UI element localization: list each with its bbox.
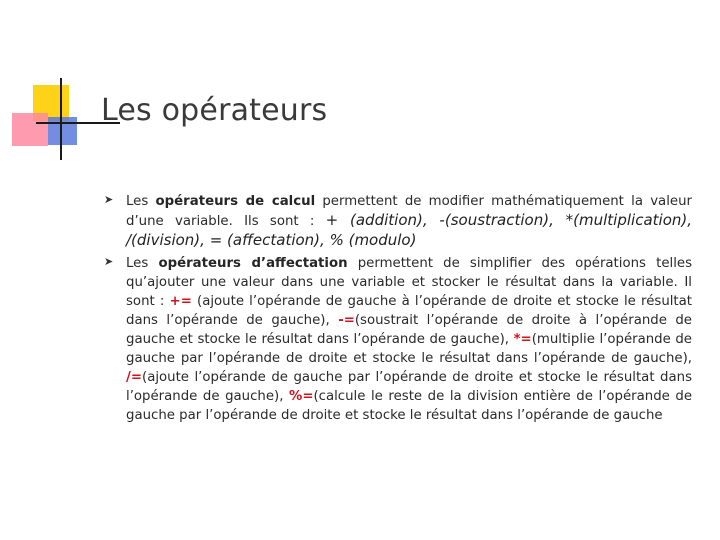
bold-term: opérateurs d’affectation bbox=[158, 256, 348, 271]
text-segment: (ajoute l’opérande de gauche à l’opérande de droite et stocke le résultat dans l’opérande de gauche), bbox=[126, 294, 693, 328]
text-segment: Les bbox=[126, 194, 156, 209]
operators-list: + (addition), -(soustraction), *(multiplication), /(division), = (affectation), % (modulo) bbox=[126, 211, 692, 249]
operator-modulo-equal: %= bbox=[289, 389, 314, 404]
operator-divide-equal: /= bbox=[126, 370, 142, 385]
bullet-text bbox=[126, 192, 692, 251]
text-segment: (soustrait l’opérande de droite à l’opérande de gauche et stocke le résultat dans l’opérande de gauche), bbox=[126, 313, 692, 347]
text-segment: permettent de simplifier des opérations telles qu’ajouter une valeur dans une variable et stocker le résultat dans la variable. Il sont : bbox=[126, 256, 692, 309]
bold-term: opérateurs de calcul bbox=[155, 194, 316, 209]
bullet-item-affectation bbox=[104, 254, 692, 425]
text-segment: (ajoute l’opérande de gauche par l’opérande de droite et stocke le résultat dans l’opérande de gauche), bbox=[126, 370, 692, 404]
operator-plus-equal: += bbox=[169, 294, 192, 309]
bullet-text bbox=[126, 254, 692, 425]
text-segment: (multiplie l’opérande de gauche par l’opérande de droite et stocke le résultat dans l’opérande de gauche), bbox=[126, 332, 692, 366]
operator-times-equal: *= bbox=[513, 332, 532, 347]
decorative-logo bbox=[0, 0, 120, 170]
text-segment: Les bbox=[126, 256, 159, 271]
arrowhead-bullet-icon: ➤ bbox=[104, 193, 114, 206]
arrowhead-bullet-icon: ➤ bbox=[104, 255, 114, 268]
operator-minus-equal: -= bbox=[338, 313, 355, 328]
bullet-list bbox=[104, 192, 692, 428]
slide-title: Les opérateurs bbox=[101, 93, 328, 128]
text-segment: permettent de modifier mathématiquement la valeur d’une variable. Ils sont : bbox=[126, 194, 692, 229]
bullet-item-calcul bbox=[104, 192, 692, 251]
pink-square bbox=[12, 113, 48, 146]
vertical-line bbox=[60, 78, 62, 160]
text-segment: (calcule le reste de la division entière de l’opérande de gauche par l’opérande de droite et stocke le résultat dans l’opérande de gauche bbox=[126, 389, 692, 423]
